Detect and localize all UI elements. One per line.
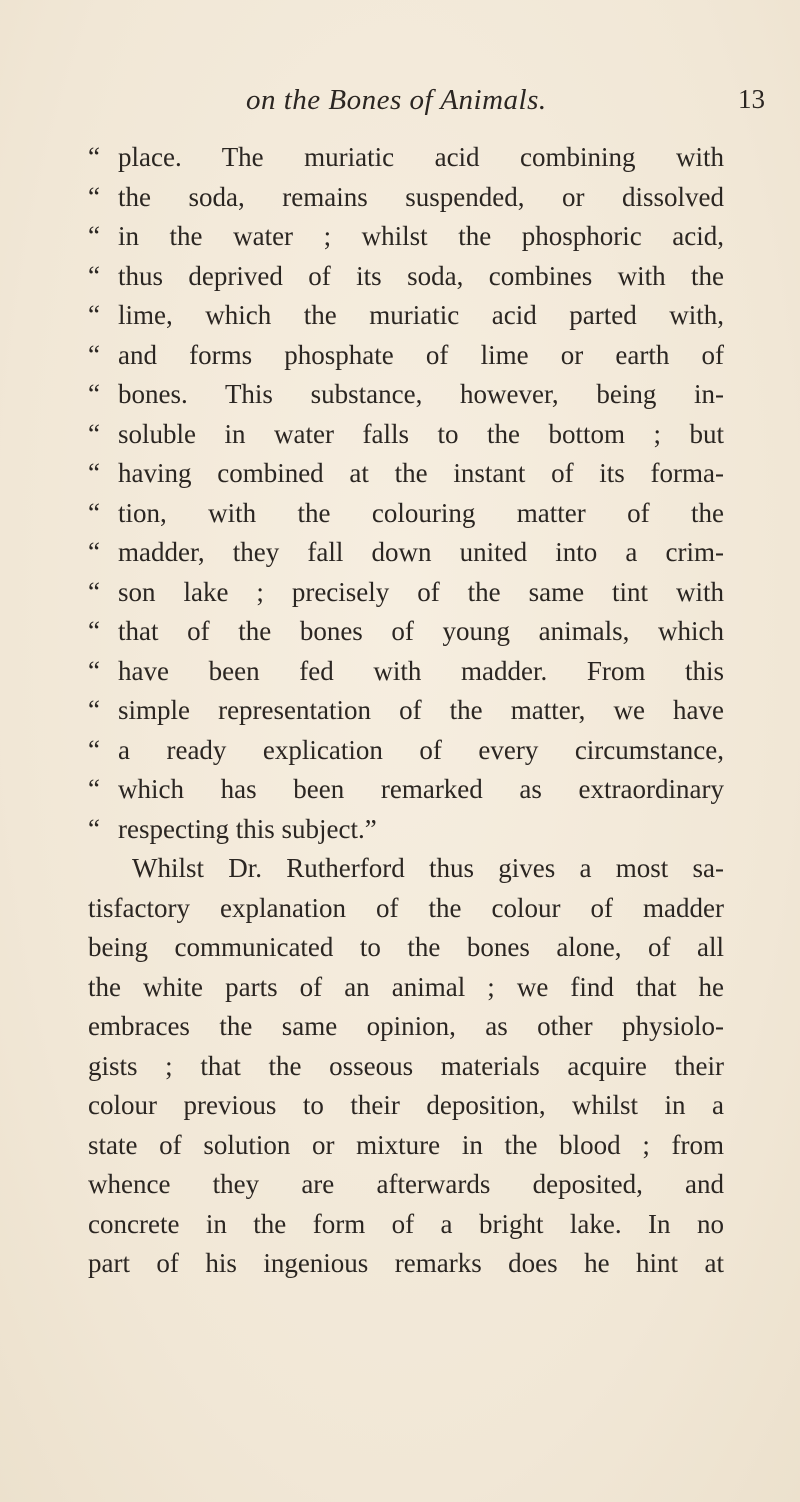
- quoted-line: [88, 652, 724, 692]
- line-text: which has been remarked as extraordinary: [118, 774, 724, 804]
- quote-mark: “: [88, 379, 100, 409]
- quoted-line: [88, 257, 724, 297]
- quote-mark: “: [88, 142, 100, 172]
- quoted-line: [88, 415, 724, 455]
- paragraph-line: [88, 849, 724, 889]
- line-text: a ready explication of every circumstance,: [118, 734, 724, 765]
- line-text: son lake ; precisely of the same tint with: [118, 576, 724, 607]
- quote-mark: “: [88, 695, 100, 725]
- line-text: gists ; that the osseous materials acquire their: [88, 1050, 724, 1081]
- line-text: that of the bones of young animals, which: [118, 616, 724, 646]
- line-text: whence they are afterwards deposited, and: [88, 1169, 724, 1199]
- line-text: being communicated to the bones alone, of all: [88, 932, 724, 962]
- line-text: bones. This substance, however, being in-: [118, 379, 724, 409]
- quote-mark: “: [88, 418, 100, 449]
- line-text: simple representation of the matter, we have: [118, 695, 724, 725]
- running-head: [0, 84, 800, 124]
- line-text: lime, which the muriatic acid parted with,: [118, 300, 724, 330]
- line-text: state of solution or mixture in the blood ; from: [88, 1129, 724, 1160]
- line-text: concrete in the form of a bright lake. In no: [88, 1208, 724, 1239]
- quote-mark: “: [88, 260, 100, 291]
- line-text: tion, with the colouring matter of the: [118, 497, 724, 528]
- paragraph-line: [88, 1205, 724, 1245]
- quoted-line: [88, 770, 724, 810]
- quote-mark: “: [88, 339, 100, 370]
- paragraph-line: [88, 1047, 724, 1087]
- quoted-line: [88, 691, 724, 731]
- line-text: having combined at the instant of its forma-: [118, 458, 724, 488]
- quoted-line: [88, 217, 724, 257]
- line-text: thus deprived of its soda, combines with the: [118, 260, 724, 291]
- quote-mark: “: [88, 221, 100, 251]
- quoted-line: [88, 336, 724, 376]
- line-text: the soda, remains suspended, or dissolved: [118, 181, 724, 212]
- line-text: have been fed with madder. From this: [118, 655, 724, 686]
- quote-mark: “: [88, 655, 100, 686]
- line-text: the white parts of an animal ; we find that he: [88, 971, 724, 1002]
- quoted-line: [88, 138, 724, 178]
- page-number: 13: [738, 84, 765, 114]
- paragraph-line: [88, 889, 724, 929]
- quote-mark: “: [88, 537, 100, 567]
- paragraph-line: [88, 968, 724, 1008]
- quoted-line: [88, 375, 724, 415]
- quoted-line: [88, 494, 724, 534]
- paragraph-line: [88, 928, 724, 968]
- line-text: part of his ingenious remarks does he hint at: [88, 1248, 724, 1278]
- line-text: madder, they fall down united into a crim-: [118, 537, 724, 567]
- line-text: respecting this subject.”: [118, 813, 377, 844]
- line-text: soluble in water falls to the bottom ; but: [118, 418, 724, 449]
- quote-mark: “: [88, 774, 100, 804]
- paragraph-line: [88, 1165, 724, 1205]
- quote-mark: “: [88, 458, 100, 488]
- paragraph-line: [88, 1086, 724, 1126]
- running-title: on the Bones of Animals.: [246, 84, 547, 116]
- quoted-line: [88, 731, 724, 771]
- quote-mark: “: [88, 616, 100, 646]
- line-text: tisfactory explanation of the colour of madder: [88, 892, 724, 923]
- quoted-line: [88, 178, 724, 218]
- line-text: and forms phosphate of lime or earth of: [118, 339, 724, 370]
- line-text: colour previous to their deposition, whilst in a: [88, 1090, 724, 1120]
- paragraph-line: [88, 1126, 724, 1166]
- line-text: embraces the same opinion, as other physiolo-: [88, 1011, 724, 1041]
- quote-mark: “: [88, 813, 100, 844]
- quoted-line: [88, 533, 724, 573]
- quote-mark: “: [88, 181, 100, 212]
- quote-mark: “: [88, 734, 100, 765]
- quoted-line: [88, 573, 724, 613]
- line-text: in the water ; whilst the phosphoric acid,: [118, 221, 724, 251]
- paragraph-line: [88, 1244, 724, 1284]
- quote-mark: “: [88, 497, 100, 528]
- line-text: Whilst Dr. Rutherford thus gives a most sa-: [132, 853, 724, 883]
- quoted-line: [88, 612, 724, 652]
- quoted-line: [88, 810, 724, 850]
- quote-mark: “: [88, 576, 100, 607]
- body-text: [88, 138, 724, 1284]
- quoted-line: [88, 454, 724, 494]
- quote-mark: “: [88, 300, 100, 330]
- line-text: place. The muriatic acid combining with: [118, 142, 724, 172]
- quoted-line: [88, 296, 724, 336]
- paragraph-line: [88, 1007, 724, 1047]
